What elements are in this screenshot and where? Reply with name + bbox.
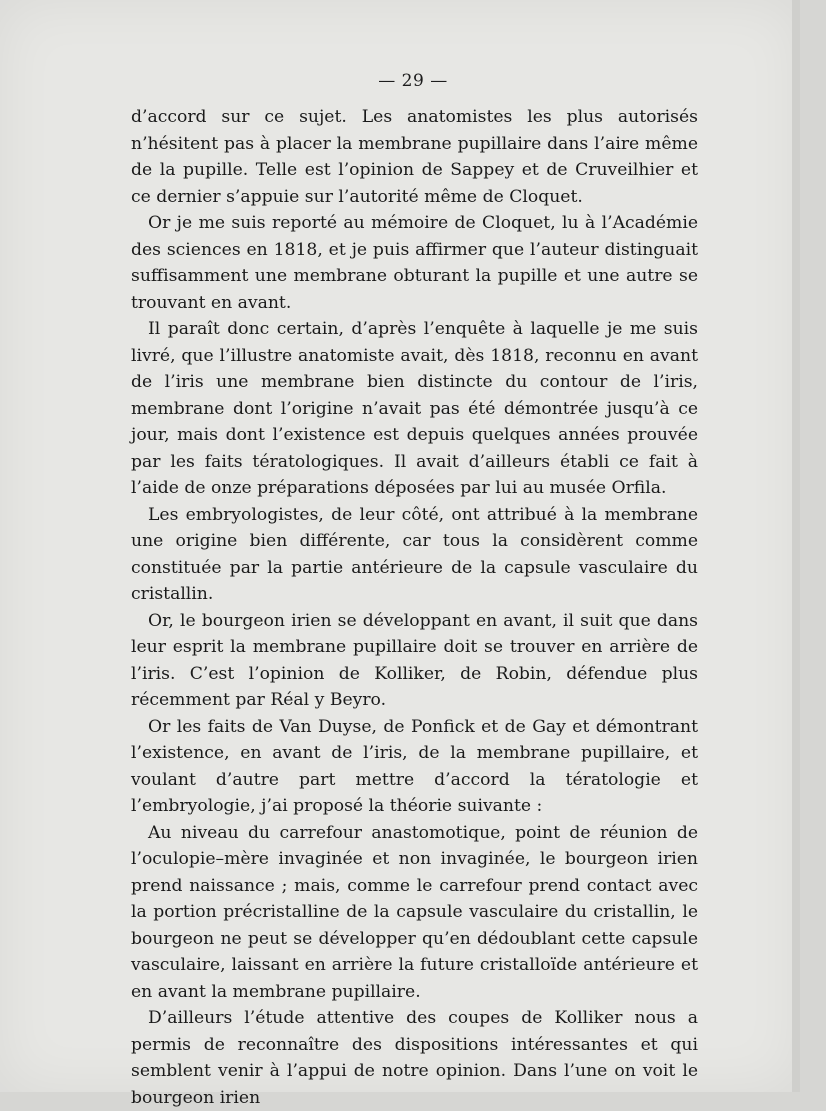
page-number: — 29 —: [378, 71, 448, 91]
paragraph-8: D’ailleurs l’étude attentive des coupes de Kolliker nous a permis de reconnaître des dispositions intéressantes et qui semblent venir à l’appui de notre opinion. Dans l’une on voit le bourgeon irien: [131, 1008, 698, 1108]
page-edge-shadow: [792, 0, 800, 1092]
paragraph-1: d’accord sur ce sujet. Les anatomistes les plus autorisés n’hésitent pas à placer la membrane pupillaire dans l’aire même de la pupille. Telle est l’opinion de Sappey et de Cruveilhier et ce dernier s’appuie sur l’autorité même de Cloquet.: [131, 107, 698, 207]
body-text: [131, 104, 698, 1111]
paragraph-5: Or, le bourgeon irien se développant en avant, il suit que dans leur esprit la membrane pupillaire doit se trouver en arrière de l’iris. C’est l’opinion de Kolliker, de Robin, défendue plus récemment par Réal y Beyro.: [131, 610, 698, 710]
paragraph-4: Les embryologistes, de leur côté, ont attribué à la membrane une origine bien différente, car tous la considèrent comme constituée par la partie antérieure de la capsule vasculaire du cristallin.: [131, 504, 698, 604]
paragraph-3: Il paraît donc certain, d’après l’enquête à laquelle je me suis livré, que l’illustre anatomiste avait, dès 1818, reconnu en avant de l’iris une membrane bien distincte du contour de l’iris, membrane dont l’origine n’avait pas été démontrée jusqu’à ce jour, mais dont l’existence est depuis quelques années prouvée par les faits tératologiques. Il avait d’ailleurs établi ce fait à l’aide de onze préparations déposées par lui au musée Orfila.: [131, 319, 698, 498]
paragraph-7: Au niveau du carrefour anastomotique, point de réunion de l’oculopie–mère invaginée et non invaginée, le bourgeon irien prend naissance ; mais, comme le carrefour prend contact avec la portion précristalline de la capsule vasculaire du cristallin, le bourgeon ne peut se développer qu’en dédoublant cette capsule vasculaire, laissant en arrière la future cristalloïde antérieure et en avant la membrane pupillaire.: [131, 822, 698, 1002]
paragraph-2: Or je me suis reporté au mémoire de Cloquet, lu à l’Académie des sciences en 1818, et je puis affirmer que l’auteur distinguait suffisamment une membrane obturant la pupille et une autre se trouvant en avant.: [131, 213, 698, 313]
paragraph-6: Or les faits de Van Duyse, de Ponfick et de Gay et démontrant l’existence, en avant de l’iris, de la membrane pupillaire, et voulant d’autre part mettre d’accord la tératologie et l’embryologie, j’ai proposé la théorie suivante :: [131, 716, 698, 816]
